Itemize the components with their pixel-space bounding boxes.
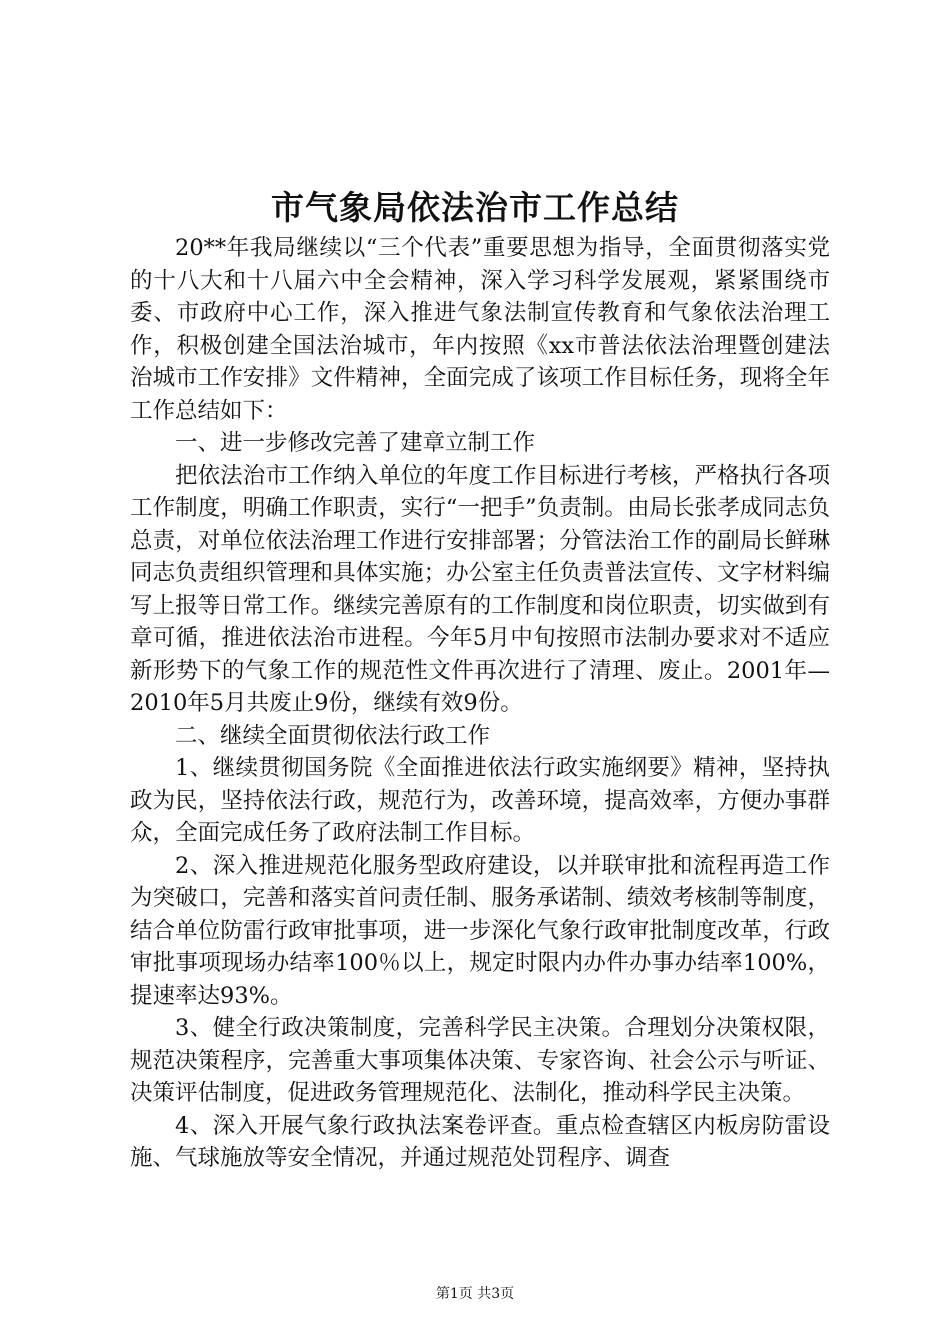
paragraph-section-1: 把依法治市工作纳入单位的年度工作目标进行考核，严格执行各项工作制度，明确工作职责，实行“一把手”负责制。由局长张孝成同志负总责，对单位依法治理工作进行安排部署；分管法治工作的副局长鲜琳同志负责组织管理和具体实施；办公室主任负责普法宣传、文字材料编写上报等日常工作。继续完善原有的工作制度和岗位职责，切实做到有章可循，推进依法治市进程。今年5月中旬按照市法制办要求对不适应新形势下的气象工作的规范性文件再次进行了清理、废止。2001年—2010年5月共废止9份，继续有效9份。 <box>130 462 830 716</box>
page-footer: 第1页 共3页 <box>435 1286 515 1302</box>
paragraph-item-2: 2、深入推进规范化服务型政府建设，以并联审批和流程再造工作为突破口，完善和落实首问责任制、服务承诺制、绩效考核制等制度，结合单位防雷行政审批事项，进一步深化气象行政审批制度改革，行政审批事项现场办结率100％以上，规定时限内办件办事办结率100%，提速率达93%。 <box>130 852 830 1009</box>
document-body <box>130 232 830 1175</box>
paragraph-item-3: 3、健全行政决策制度，完善科学民主决策。合理划分决策权限，规范决策程序，完善重大事项集体决策、专家咨询、社会公示与听证、决策评估制度，促进政务管理规范化、法制化，推动科学民主决策。 <box>130 1015 830 1106</box>
section-heading-2: 二、继续全面贯彻依法行政工作 <box>175 722 491 749</box>
section-heading-1: 一、进一步修改完善了建章立制工作 <box>175 430 536 456</box>
document-title: 市气象局依法治市工作总结 <box>271 188 679 227</box>
paragraph-item-4: 4、深入开展气象行政执法案卷评查。重点检查辖区内板房防雷设施、气球施放等安全情况，并通过规范处罚程序、调查 <box>130 1112 830 1171</box>
paragraph-intro: 20**年我局继续以“三个代表”重要思想为指导，全面贯彻落实党的十八大和十八届六中全会精神，深入学习科学发展观，紧紧围绕市委、市政府中心工作，深入推进气象法制宣传教育和气象依法治理工作，积极创建全国法治城市，年内按照《xx市普法依法治理暨创建法治城市工作安排》文件精神，全面完成了该项工作目标任务，现将全年工作总结如下： <box>130 235 830 424</box>
paragraph-item-1: 1、继续贯彻国务院《全面推进依法行政实施纲要》精神，坚持执政为民，坚持依法行政，规范行为，改善环境，提高效率，方便办事群众，全面完成任务了政府法制工作目标。 <box>130 755 830 846</box>
